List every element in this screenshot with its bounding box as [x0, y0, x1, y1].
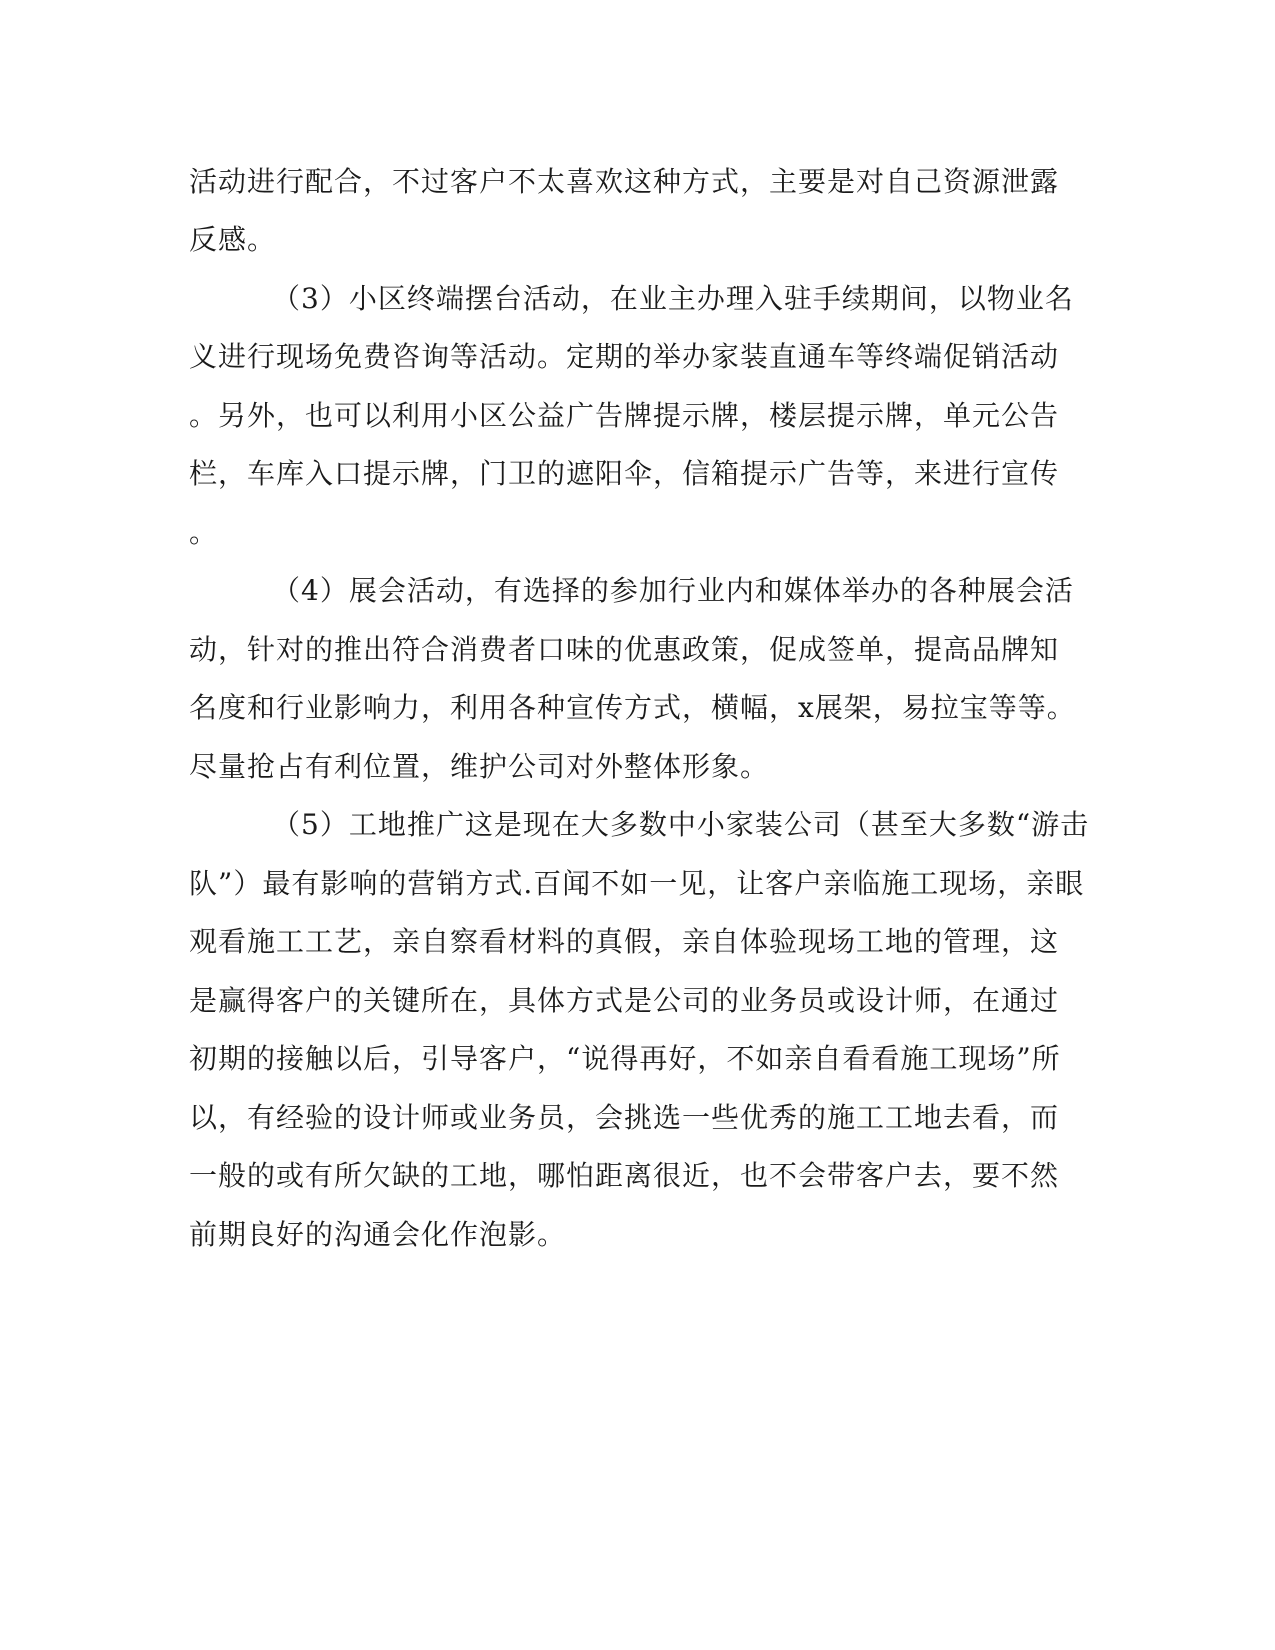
text-line: 义进行现场免费咨询等活动。定期的举办家装直通车等终端促销活动 [189, 340, 1060, 373]
paragraph-4-start: （4）展会活动，有选择的参加行业内和媒体举办的各种展会活 [272, 574, 1074, 607]
text-line: 以，有经验的设计师或业务员，会挑选一些优秀的施工工地去看，而 [189, 1101, 1060, 1134]
text-line: 一般的或有所欠缺的工地，哪怕距离很近，也不会带客户去，要不然 [189, 1159, 1060, 1192]
text-line: 尽量抢占有利位置，维护公司对外整体形象。 [189, 750, 770, 783]
text-line: 观看施工工艺，亲自察看材料的真假，亲自体验现场工地的管理，这 [189, 925, 1060, 958]
text-line: 反感。 [189, 223, 277, 256]
text-line: 。 [189, 516, 219, 549]
text-line: 名度和行业影响力，利用各种宣传方式，横幅，x展架，易拉宝等等。 [189, 691, 1076, 724]
text-line: 队”）最有影响的营销方式.百闻不如一见，让客户亲临施工现场，亲眼 [189, 867, 1085, 900]
text-line: 活动进行配合，不过客户不太喜欢这种方式，主要是对自己资源泄露 [189, 165, 1060, 198]
text-line: 前期良好的沟通会化作泡影。 [189, 1218, 567, 1251]
text-line: 是赢得客户的关键所在，具体方式是公司的业务员或设计师，在通过 [189, 984, 1060, 1017]
text-line: 。另外，也可以利用小区公益广告牌提示牌，楼层提示牌，单元公告 [189, 399, 1060, 432]
paragraph-3-start: （3）小区终端摆台活动，在业主办理入驻手续期间，以物业名 [272, 282, 1074, 315]
text-line: 栏，车库入口提示牌，门卫的遮阳伞，信箱提示广告等，来进行宣传 [189, 457, 1060, 490]
text-line: 初期的接触以后，引导客户，“说得再好，不如亲自看看施工现场”所 [189, 1042, 1061, 1075]
paragraph-5-start: （5）工地推广这是现在大多数中小家装公司（甚至大多数“游击 [272, 808, 1090, 841]
text-line: 动，针对的推出符合消费者口味的优惠政策，促成签单，提高品牌知 [189, 633, 1060, 666]
